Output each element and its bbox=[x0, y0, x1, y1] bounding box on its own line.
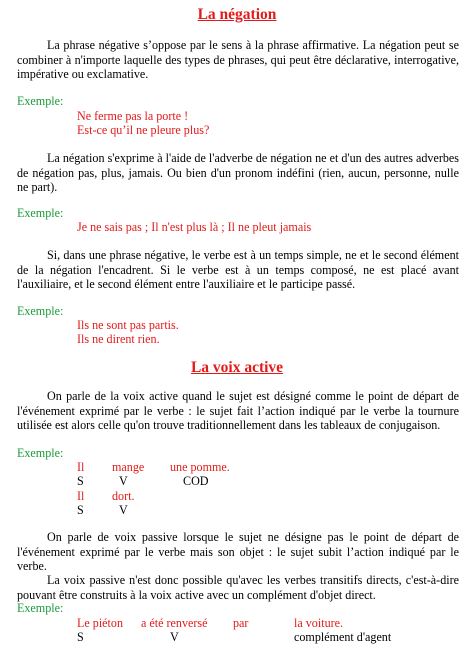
example-subject: Il bbox=[77, 489, 85, 503]
example-line: Ils ne dirent rien. bbox=[77, 332, 160, 346]
negation-paragraph-2: La négation s'exprime à l'aide de l'adverbe de négation ne et d'un des autres adverbes de négation pas, plus, jamais. Ou bien d'un pronom indéfini (rien, aucun, personne, nulle ne part). bbox=[17, 151, 459, 195]
example-subject: Le piéton bbox=[77, 616, 124, 630]
role-subject: S bbox=[77, 630, 84, 644]
voix-paragraph-3: La voix passive n'est donc possible qu'avec les verbes transitifs directs, c'est-à-dire pouvant être construits à la voix active avec un complément d'objet direct. bbox=[17, 573, 459, 602]
example-preposition: par bbox=[233, 616, 249, 630]
role-subject: S bbox=[77, 474, 84, 488]
example-verb: a été renversé bbox=[141, 616, 208, 630]
role-verb: V bbox=[119, 474, 128, 488]
negation-paragraph-3: Si, dans une phrase négative, le verbe est à un temps simple, ne et le second élément de la négation l'encadrent. Si le verbe est à un temps composé, ne est placé avant l'auxiliaire, et le second élément entre l'auxiliaire et le participe passé. bbox=[17, 248, 459, 292]
voix-active-title: La voix active bbox=[190, 359, 284, 376]
role-agent: complément d'agent bbox=[294, 630, 392, 644]
role-verb: V bbox=[119, 503, 128, 517]
role-subject: S bbox=[77, 503, 84, 517]
example-verb: mange bbox=[112, 460, 145, 474]
role-object: COD bbox=[183, 474, 209, 488]
role-verb: V bbox=[170, 630, 179, 644]
voix-paragraph-1: On parle de la voix active quand le sujet est désigné comme le point de départ de l'événement exprimé par le verbe : le sujet fait l’action indiqué par le verbe la tournure utilisée est alors celle qu'on trouve traditionnellement dans les tableaux de conjugaison. bbox=[17, 389, 459, 433]
example-agent: la voiture. bbox=[294, 616, 344, 630]
example-label: Exemple: bbox=[17, 206, 64, 220]
example-label: Exemple: bbox=[17, 446, 64, 460]
example-line: Ne ferme pas la porte ! bbox=[77, 109, 189, 123]
voix-paragraph-2: On parle de voix passive lorsque le sujet ne désigne pas le point de départ de l'événement exprimé par le verbe mais son objet : le sujet subit l’action indiqué par le verbe. bbox=[17, 530, 459, 574]
example-subject: Il bbox=[77, 460, 85, 474]
negation-title: La négation bbox=[197, 6, 277, 23]
example-label: Exemple: bbox=[17, 94, 64, 108]
example-object: une pomme. bbox=[170, 460, 230, 474]
negation-paragraph-1: La phrase négative s’oppose par le sens à la phrase affirmative. La négation peut se combiner à n'importe laquelle des types de phrases, qui peut être déclarative, interrogative, impérative ou exclamative. bbox=[17, 38, 459, 82]
example-line: Ils ne sont pas partis. bbox=[77, 318, 179, 332]
example-label: Exemple: bbox=[17, 601, 64, 615]
example-line: Est-ce qu’il ne pleure plus? bbox=[77, 123, 210, 137]
example-line: Je ne sais pas ; Il n'est plus là ; Il ne pleut jamais bbox=[77, 220, 312, 234]
example-label: Exemple: bbox=[17, 304, 64, 318]
example-verb: dort. bbox=[112, 489, 135, 503]
